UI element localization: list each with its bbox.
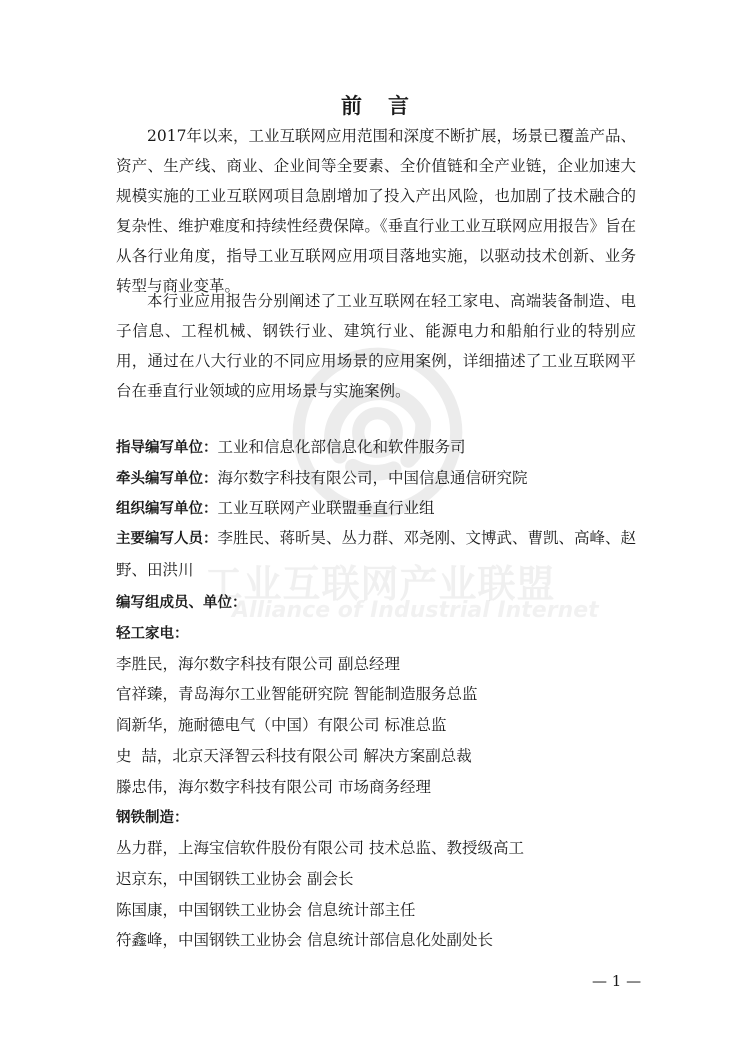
member-name: 李胜民	[116, 655, 163, 673]
members-row	[116, 592, 646, 613]
member-info: ，施耐德电气（中国）有限公司 标准总监	[162, 716, 447, 734]
intro-paragraph-2: 本行业应用报告分别阐述了工业互联网在轻工家电、高端装备制造、电子信息、工程机械、钢铁行业、建筑行业、能源电力和船舶行业的特别应用，通过在八大行业的不同应用场景的应用案例，详细描述了工业互联网平台在垂直行业领域的应用场景与实施案例。	[116, 292, 636, 400]
member-info: ，北京天泽智云科技有限公司 解决方案副总裁	[156, 747, 472, 765]
members-label: 编写组成员、单位：	[116, 595, 247, 611]
authors-row	[116, 523, 644, 586]
guide-unit-value: 工业和信息化部信息化和软件服务司	[217, 438, 466, 456]
member-name: 滕忠伟	[116, 778, 163, 796]
section-heading: 轻工家电：	[116, 626, 189, 642]
member-name: 史 喆	[116, 747, 157, 765]
member-info: ，海尔数字科技有限公司 市场商务经理	[162, 778, 431, 796]
member-row	[116, 654, 646, 674]
member-info: ，上海宝信软件股份有限公司 技术总监、教授级高工	[162, 839, 524, 857]
member-info: ，中国钢铁工业协会 副会长	[162, 870, 354, 888]
lead-unit-row	[116, 468, 646, 489]
org-unit-value: 工业互联网产业联盟垂直行业组	[217, 499, 435, 517]
watermark-title: 工业互联网产业联盟	[204, 562, 556, 606]
authors-value: 李胜民、蒋昕昊、丛力群、邓尧刚、文博武、曹凯、高峰、赵野、田洪川	[116, 529, 637, 579]
section-heading: 钢铁制造：	[116, 810, 189, 826]
member-row	[116, 777, 646, 797]
member-info: ，青岛海尔工业智能研究院 智能制造服务总监	[162, 685, 478, 703]
member-name: 丛力群	[116, 839, 163, 857]
guide-unit-row	[116, 437, 646, 458]
member-name: 阎新华	[116, 716, 163, 734]
member-name: 官祥臻	[116, 685, 163, 703]
member-name: 符鑫峰	[116, 931, 163, 949]
page-title: 前言	[341, 94, 435, 118]
page-number: — 1 —	[592, 972, 642, 990]
member-row	[116, 900, 646, 920]
member-row	[116, 715, 646, 735]
member-name: 陈国康	[116, 901, 163, 919]
member-name: 迟京东	[116, 870, 163, 888]
guide-unit-label: 指导编写单位：	[116, 440, 218, 456]
org-unit-label: 组织编写单位：	[116, 501, 218, 517]
lead-unit-label: 牵头编写单位：	[116, 471, 218, 487]
intro-paragraph-1: 2017年以来，工业互联网应用范围和深度不断扩展，场景已覆盖产品、资产、生产线、商业、企业间等全要素、全价值链和全产业链，企业加速大规模实施的工业互联网项目急剧增加了投入产出风险，也加剧了技术融合的复杂性、维护难度和持续性经费保障。《垂直行业工业互联网应用报告》旨在从各行业角度，指导工业互联网应用项目落地实施，以驱动技术创新、业务转型与商业变革。	[116, 127, 636, 295]
member-info: ，海尔数字科技有限公司 副总经理	[162, 655, 400, 673]
member-info: ，中国钢铁工业协会 信息统计部信息化处副处长	[162, 931, 493, 949]
member-row	[116, 838, 646, 858]
member-info: ，中国钢铁工业协会 信息统计部主任	[162, 901, 416, 919]
member-row	[116, 869, 646, 889]
member-row	[116, 684, 646, 704]
member-row	[116, 930, 646, 950]
authors-label: 主要编写人员：	[116, 531, 218, 547]
lead-unit-value: 海尔数字科技有限公司，中国信息通信研究院	[217, 469, 528, 487]
watermark-subtitle: Alliance of Industrial Internet	[232, 598, 599, 623]
org-unit-row	[116, 498, 646, 519]
member-row	[116, 746, 646, 766]
